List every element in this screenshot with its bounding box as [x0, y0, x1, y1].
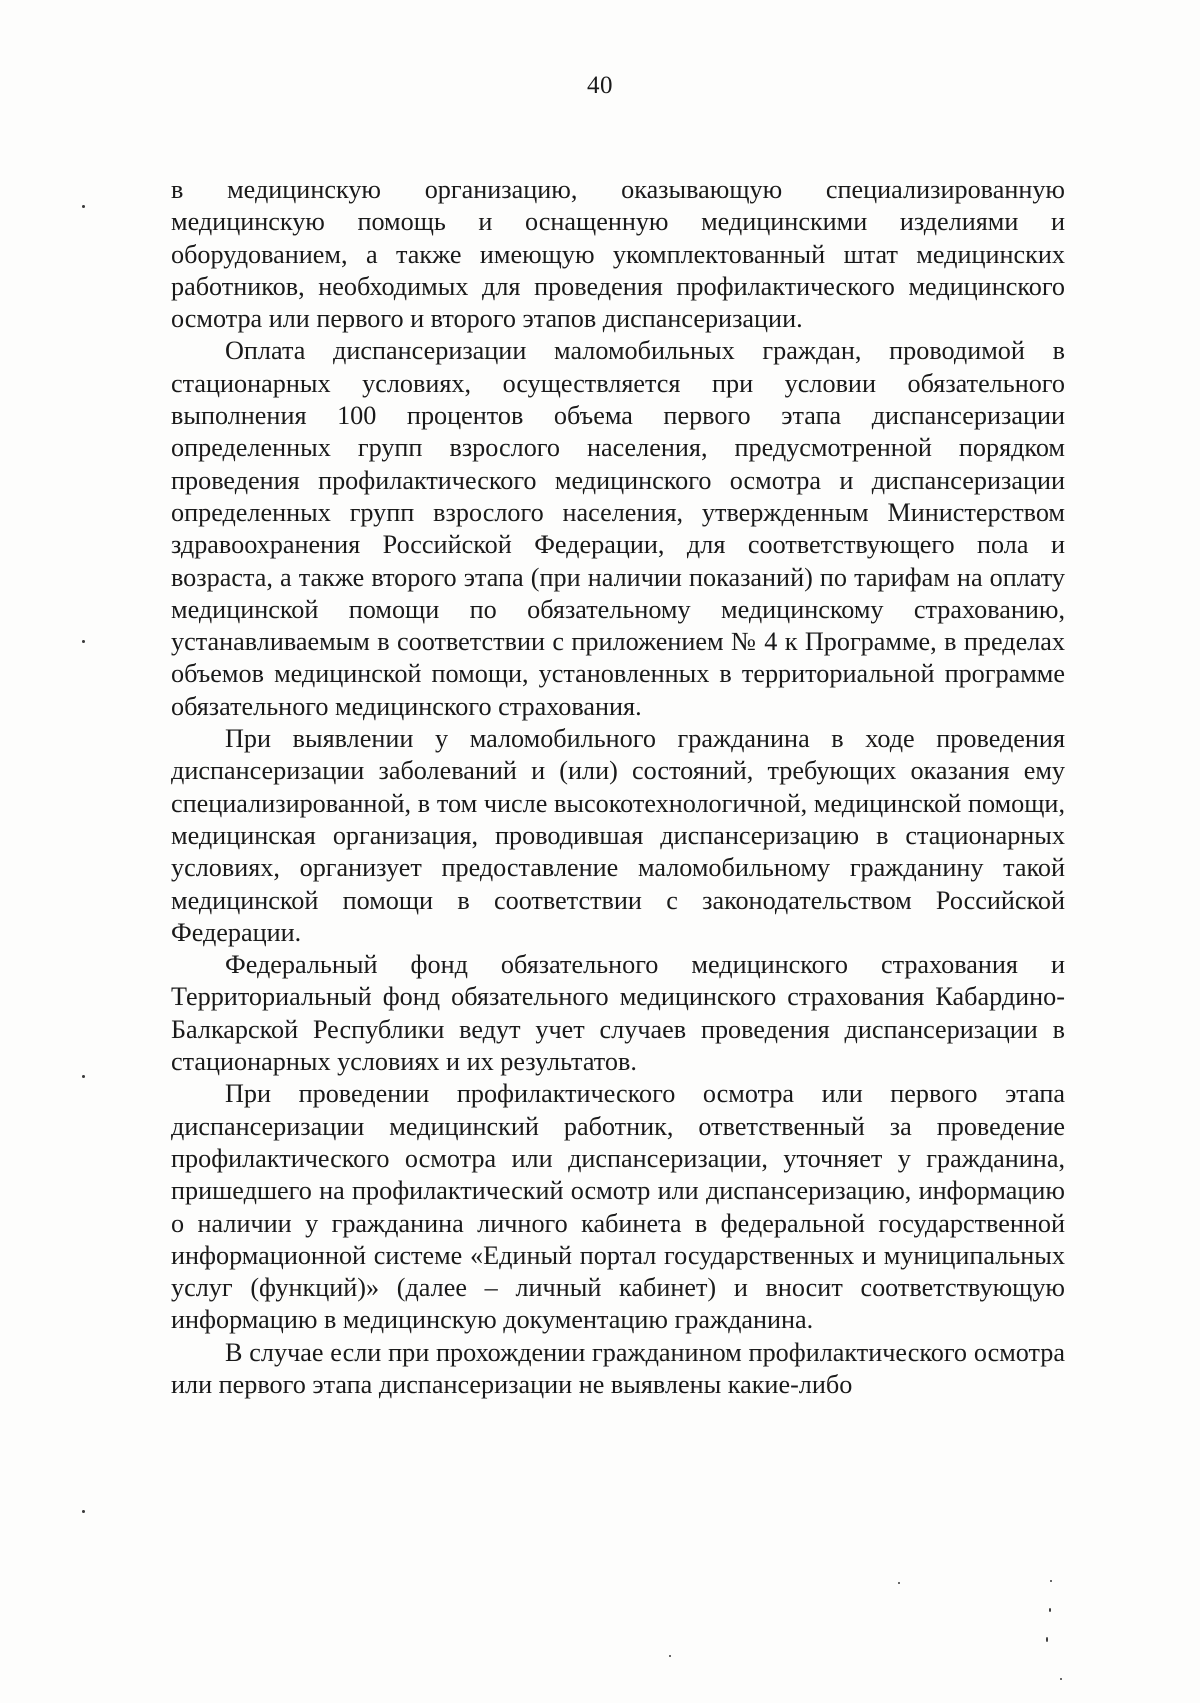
- scan-speck: [82, 640, 85, 643]
- paragraph-specialized-care: При выявлении у маломобильного гражданина в ходе проведения диспансеризации заболеваний и (или) состояний, требующих оказания ему специализированной, в том числе высокотехнологичной, медицинской помощи, медицинская организация, проводившая диспансеризацию в стационарных условиях, организует предоставление маломобильному гражданину такой медицинской помощи в соответствии с законодательством Российской Федерации.: [171, 724, 1065, 947]
- paragraph-fund-accounting: Федеральный фонд обязательного медицинского страхования и Территориальный фонд обязательного медицинского страхования Кабардино-Балкарской Республики ведут учет случаев проведения диспансеризации в стационарных условиях и их результатов.: [171, 950, 1065, 1077]
- scan-speck: [82, 1510, 85, 1513]
- scan-speck: [1046, 1637, 1048, 1642]
- scan-speck: [669, 1655, 671, 1657]
- paragraph-no-findings: В случае если при прохождении гражданином профилактического осмотра или первого этапа диспансеризации не выявлены какие-либо: [171, 1337, 1065, 1399]
- paragraph-personal-account: При проведении профилактического осмотра или первого этапа диспансеризации медицинский работник, ответственный за проведение профилактического осмотра или диспансеризации, уточняет у гражданина, пришедшего на профилактический осмотр или диспансеризацию, информацию о наличии у гражданина личного кабинета в федеральной государственной информационной системе «Единый портал государственных и муниципальных услуг (функций)» (далее – личный кабинет) и вносит соответствующую информацию в медицинскую документацию гражданина.: [171, 1079, 1065, 1335]
- page-number: 40: [587, 72, 613, 99]
- scan-speck: [1049, 1608, 1051, 1612]
- scan-speck: [82, 1075, 85, 1078]
- scan-speck: [1050, 1580, 1052, 1582]
- scan-speck: [82, 205, 85, 208]
- paragraph-continuation: в медицинскую организацию, оказывающую специализированную медицинскую помощь и оснащенную медицинскими изделиями и оборудованием, а также имеющую укомплектованный штат медицинских работников, необходимых для проведения профилактического медицинского осмотра или первого и второго этапов диспансеризации.: [171, 175, 1065, 334]
- scan-speck: [1060, 1678, 1062, 1680]
- document-body: [171, 174, 1065, 1401]
- paragraph-payment-conditions: Оплата диспансеризации маломобильных граждан, проводимой в стационарных условиях, осуществляется при условии обязательного выполнения 100 процентов объема первого этапа диспансеризации определенных групп взрослого населения, предусмотренной порядком проведения профилактического медицинского осмотра и диспансеризации определенных групп взрослого населения, утвержденным Министерством здравоохранения Российской Федерации, для соответствующего пола и возраста, а также второго этапа (при наличии показаний) по тарифам на оплату медицинской помощи по обязательному медицинскому страхованию, устанавливаемым в соответствии с приложением № 4 к Программе, в пределах объемов медицинской помощи, установленных в территориальной программе обязательного медицинского страхования.: [171, 336, 1065, 721]
- scan-speck: [898, 1582, 900, 1584]
